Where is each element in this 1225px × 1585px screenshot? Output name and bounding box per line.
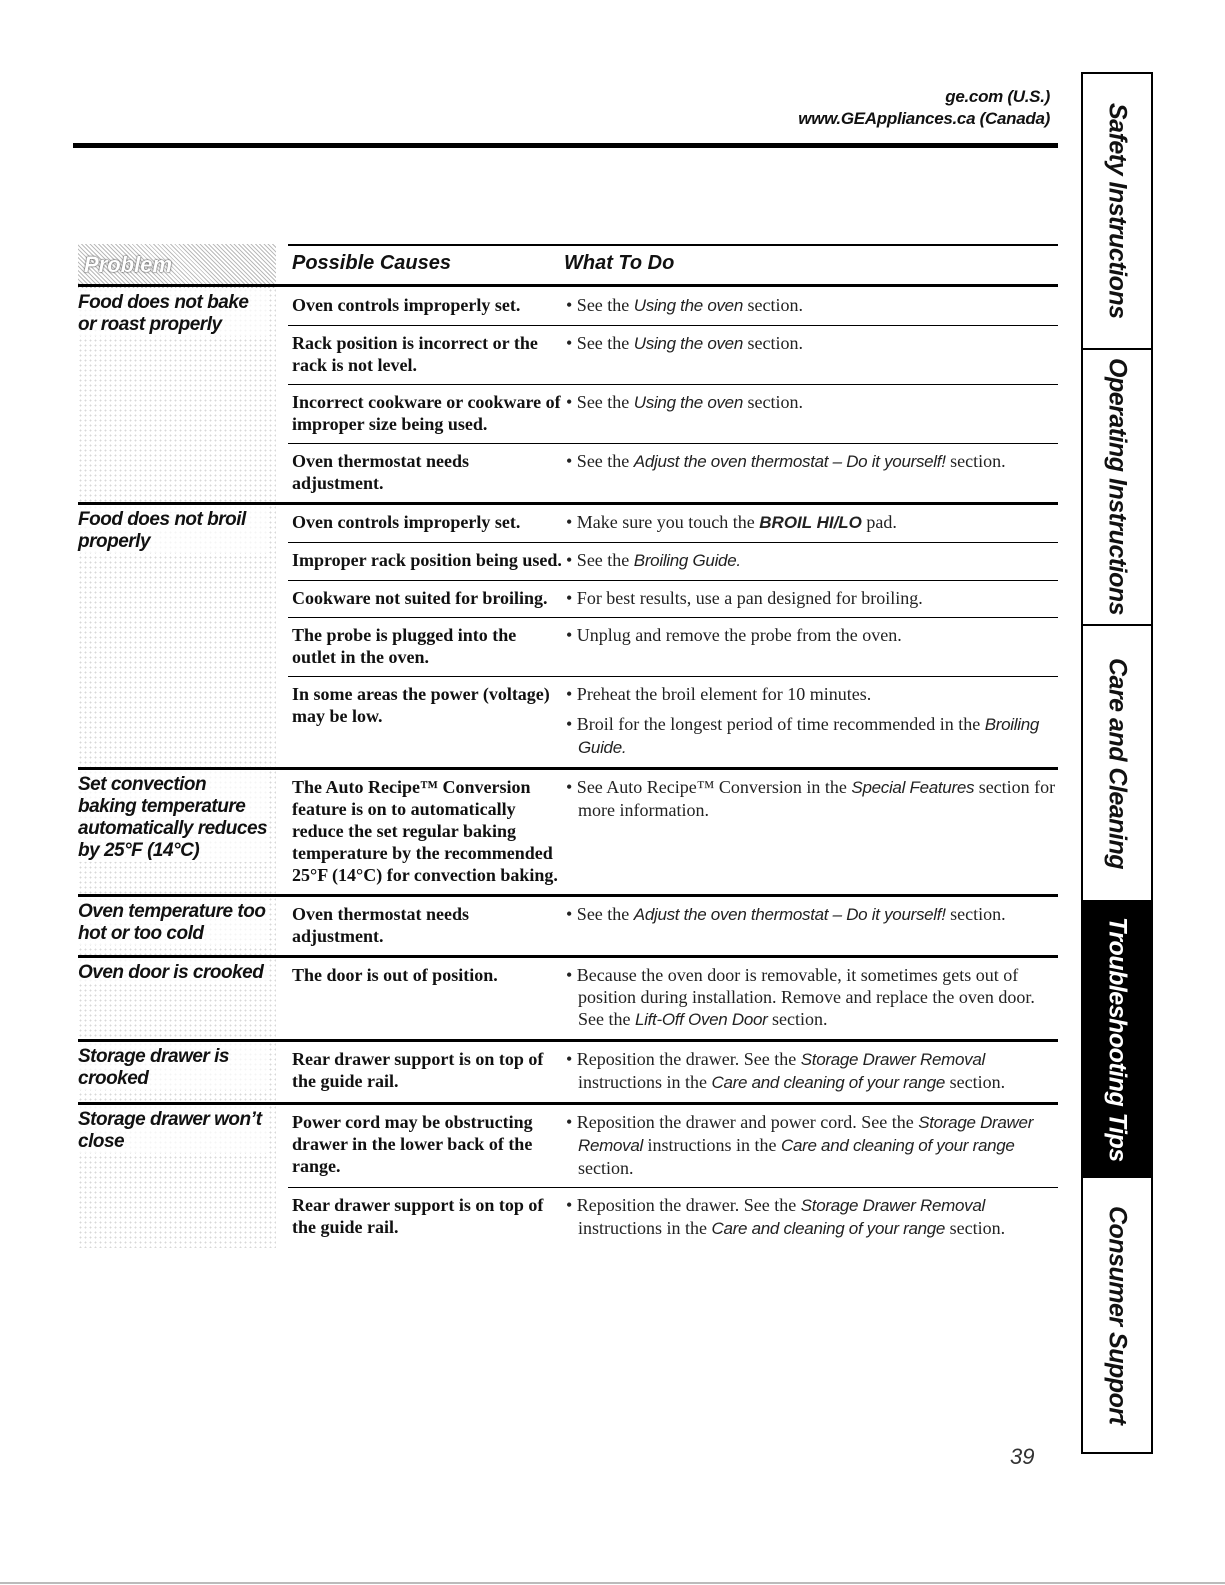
problem-cell bbox=[78, 1105, 276, 1248]
cause-row bbox=[288, 1188, 1058, 1248]
problem-group bbox=[78, 505, 1058, 770]
cause-text: The door is out of position. bbox=[292, 965, 498, 985]
cause-text: Power cord may be obstructing drawer in the lower back of the range. bbox=[292, 1112, 533, 1176]
problem-column-header bbox=[78, 244, 276, 288]
cause-row bbox=[288, 770, 1058, 894]
problem-cell bbox=[78, 505, 276, 767]
cause-row bbox=[288, 505, 1058, 543]
cause-row bbox=[288, 958, 1058, 1039]
fix-text: • See the Adjust the oven thermostat – Do it yourself! section. bbox=[566, 904, 1006, 924]
fix-list bbox=[562, 1194, 1058, 1240]
problem-cell bbox=[78, 770, 276, 894]
problem-cell bbox=[78, 1042, 276, 1102]
cause-row bbox=[288, 897, 1058, 955]
tab-label: Operating Instructions bbox=[1103, 358, 1132, 616]
cause-text: Oven controls improperly set. bbox=[292, 512, 521, 532]
fix-text: • Broil for the longest period of time recommended in the Broiling Guide. bbox=[566, 714, 1039, 757]
problem-group bbox=[78, 1042, 1058, 1105]
fix-list bbox=[562, 587, 1058, 609]
tab-label: Safety Instructions bbox=[1103, 103, 1132, 319]
url-us[interactable]: ge.com (U.S.) bbox=[945, 87, 1050, 106]
tab-troubleshooting-tips[interactable] bbox=[1083, 902, 1151, 1178]
header-urls bbox=[798, 86, 1050, 130]
fix-text: • Make sure you touch the BROIL HI/LO pad. bbox=[566, 512, 897, 532]
problem-groups bbox=[78, 288, 1058, 1248]
cause-row bbox=[288, 288, 1058, 326]
problem-cell bbox=[78, 958, 276, 1039]
section-tab-strip bbox=[1081, 72, 1153, 1454]
cause-text: Rear drawer support is on top of the guide rail. bbox=[292, 1195, 544, 1237]
fix-text: • For best results, use a pan designed for broiling. bbox=[566, 588, 923, 608]
fix-list bbox=[562, 776, 1058, 886]
fix-text: • See the Adjust the oven thermostat – Do it yourself! section. bbox=[566, 451, 1006, 471]
fix-text: • See the Using the oven section. bbox=[566, 295, 803, 315]
cause-text: Oven controls improperly set. bbox=[292, 295, 521, 315]
table-header-row bbox=[78, 244, 1058, 288]
fix-list bbox=[562, 1048, 1058, 1094]
problem-text: Food does not broil properly bbox=[78, 505, 268, 553]
cause-row bbox=[288, 444, 1058, 502]
tab-label: Care and Cleaning bbox=[1103, 657, 1132, 869]
cause-text: Rack position is incorrect or the rack is not level. bbox=[292, 333, 538, 375]
cause-text: Rear drawer support is on top of the guide rail. bbox=[292, 1049, 544, 1091]
fix-list bbox=[562, 683, 1058, 759]
page-number: 39 bbox=[1010, 1444, 1035, 1469]
tab-operating-instructions[interactable] bbox=[1083, 350, 1151, 626]
tab-consumer-support[interactable] bbox=[1083, 1178, 1151, 1452]
causes-column-header: Possible Causes bbox=[292, 252, 451, 274]
cause-text: Oven thermostat needs adjustment. bbox=[292, 451, 469, 493]
fix-list bbox=[562, 294, 1058, 317]
problem-text: Storage drawer won’t close bbox=[78, 1105, 268, 1153]
cause-text: Oven thermostat needs adjustment. bbox=[292, 904, 469, 946]
cause-text: The Auto Recipe™ Conversion feature is on to automatically reduce the set regular baking temperature by the recommended 25°F (14°C) for convection baking. bbox=[292, 777, 558, 885]
fix-list bbox=[562, 450, 1058, 494]
url-canada[interactable]: www.GEAppliances.ca (Canada) bbox=[798, 109, 1050, 128]
cause-text: Incorrect cookware or cookware of improper size being used. bbox=[292, 392, 561, 434]
problem-group bbox=[78, 958, 1058, 1042]
cause-row bbox=[288, 1042, 1058, 1102]
fix-text: • See the Using the oven section. bbox=[566, 333, 803, 353]
tab-label: Consumer Support bbox=[1103, 1205, 1132, 1425]
cause-text: In some areas the power (voltage) may be low. bbox=[292, 684, 550, 726]
fix-list bbox=[562, 391, 1058, 435]
fix-list bbox=[562, 549, 1058, 572]
cause-text: Improper rack position being used. bbox=[292, 550, 562, 570]
header-rule bbox=[73, 143, 1058, 148]
problem-cell bbox=[78, 897, 276, 955]
fix-text: • Preheat the broil element for 10 minutes. bbox=[566, 684, 872, 704]
fix-text: • See Auto Recipe™ Conversion in the Special Features section for more information. bbox=[566, 777, 1056, 820]
fix-text: • Reposition the drawer. See the Storage Drawer Removal instructions in the Care and cleaning of your range section. bbox=[566, 1195, 1006, 1238]
fix-list bbox=[562, 1111, 1058, 1179]
cause-row bbox=[288, 326, 1058, 385]
problem-cell bbox=[78, 288, 276, 502]
cause-row bbox=[288, 677, 1058, 767]
problem-text: Storage drawer is crooked bbox=[78, 1042, 268, 1090]
problem-group bbox=[78, 288, 1058, 505]
cause-row bbox=[288, 543, 1058, 581]
fix-text: • Reposition the drawer. See the Storage Drawer Removal instructions in the Care and cleaning of your range section. bbox=[566, 1049, 1006, 1092]
problem-group bbox=[78, 1105, 1058, 1248]
fix-text: • See the Broiling Guide. bbox=[566, 550, 741, 570]
cause-text: Cookware not suited for broiling. bbox=[292, 588, 548, 608]
troubleshooting-table bbox=[78, 244, 1058, 1248]
problem-group bbox=[78, 897, 1058, 958]
problem-group bbox=[78, 770, 1058, 897]
cause-text: The probe is plugged into the outlet in the oven. bbox=[292, 625, 517, 667]
fix-list bbox=[562, 332, 1058, 376]
fix-text: • Reposition the drawer and power cord. See the Storage Drawer Removal instructions in the Care and cleaning of your range section. bbox=[566, 1112, 1034, 1178]
fix-list bbox=[562, 511, 1058, 534]
fix-text: • Unplug and remove the probe from the oven. bbox=[566, 625, 902, 645]
header-rule-thick bbox=[78, 284, 1058, 287]
problem-text: Oven temperature too hot or too cold bbox=[78, 897, 268, 945]
tab-safety-instructions[interactable] bbox=[1083, 74, 1151, 350]
problem-text: Oven door is crooked bbox=[78, 958, 268, 984]
fix-list bbox=[562, 903, 1058, 947]
bottom-rule bbox=[0, 1582, 1225, 1584]
cause-row bbox=[288, 618, 1058, 677]
cause-row bbox=[288, 1105, 1058, 1188]
fix-text: • Because the oven door is removable, it sometimes gets out of position during installation. Remove and replace the oven door. See the Lift-Off Oven Door section. bbox=[566, 965, 1035, 1029]
todo-column-header: What To Do bbox=[564, 252, 675, 274]
cause-row bbox=[288, 581, 1058, 618]
fix-list bbox=[562, 624, 1058, 668]
problem-text: Set convection baking temperature automatically reduces by 25°F (14°C) bbox=[78, 770, 268, 862]
problem-header-label: Problem bbox=[84, 252, 173, 277]
tab-care-and-cleaning[interactable] bbox=[1083, 626, 1151, 902]
cause-row bbox=[288, 385, 1058, 444]
fix-list bbox=[562, 964, 1058, 1031]
fix-text: • See the Using the oven section. bbox=[566, 392, 803, 412]
tab-label: Troubleshooting Tips bbox=[1103, 916, 1132, 1162]
problem-text: Food does not bake or roast properly bbox=[78, 288, 268, 336]
